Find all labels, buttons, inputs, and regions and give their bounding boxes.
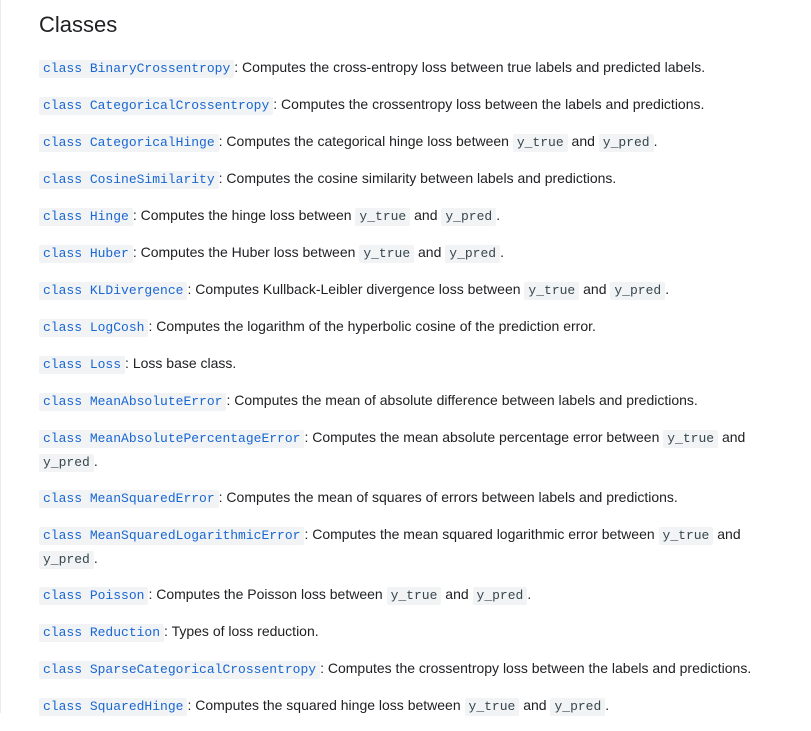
class-entry (39, 278, 777, 302)
period-text: . (605, 697, 610, 713)
class-description: : Computes the mean absolute percentage error between (304, 429, 664, 445)
class-description: : Computes the cosine similarity between labels and predictions. (218, 170, 617, 186)
code-y-true: y_true (387, 587, 442, 605)
class-link[interactable] (39, 171, 219, 189)
class-link[interactable] (39, 134, 219, 152)
class-link[interactable] (39, 698, 187, 716)
class-keyword: class (43, 491, 83, 506)
class-name: Loss (89, 357, 122, 372)
class-keyword: class (43, 588, 83, 603)
class-name: KLDivergence (89, 283, 184, 298)
class-description: : Computes the Poisson loss between (148, 586, 387, 602)
class-link[interactable] (39, 282, 187, 300)
class-description: : Computes the hinge loss between (132, 207, 356, 223)
code-y-pred: y_pred (445, 245, 500, 263)
class-keyword: class (43, 699, 83, 714)
class-link[interactable] (39, 490, 219, 508)
class-description: : Computes the crossentropy loss between the labels and predictions. (320, 660, 752, 676)
class-description: : Computes Kullback-Leibler divergence loss between (187, 281, 525, 297)
class-link[interactable] (39, 245, 133, 263)
class-link[interactable] (39, 319, 148, 337)
period-text: . (496, 207, 501, 223)
class-name: MeanAbsoluteError (89, 394, 223, 409)
class-entry (39, 389, 777, 413)
class-name: LogCosh (89, 320, 145, 335)
conjunction-text: and (414, 244, 446, 260)
period-text: . (653, 133, 658, 149)
class-description: : Computes the Huber loss between (132, 244, 360, 260)
code-y-true: y_true (465, 698, 520, 716)
class-name: SparseCategoricalCrossentropy (89, 662, 317, 677)
class-keyword: class (43, 357, 83, 372)
class-list (39, 56, 777, 731)
conjunction-text: and (718, 429, 746, 445)
class-keyword: class (43, 394, 83, 409)
class-link[interactable] (39, 356, 125, 374)
code-y-pred: y_pred (473, 587, 528, 605)
class-link[interactable] (39, 661, 320, 679)
class-entry (39, 657, 777, 681)
class-entry (39, 56, 777, 80)
class-name: CategoricalHinge (89, 135, 215, 150)
conjunction-text: and (410, 207, 442, 223)
class-name: SquaredHinge (89, 699, 184, 714)
class-keyword: class (43, 625, 83, 640)
class-name: MeanAbsolutePercentageError (89, 431, 301, 446)
class-keyword: class (43, 431, 83, 446)
period-text: . (93, 453, 98, 469)
class-name: Reduction (89, 625, 161, 640)
class-link[interactable] (39, 60, 234, 78)
class-entry (39, 241, 777, 265)
conjunction-text: and (579, 281, 611, 297)
class-entry (39, 352, 777, 376)
class-entry (39, 694, 777, 718)
code-y-true: y_true (513, 134, 568, 152)
code-y-pred: y_pred (610, 282, 665, 300)
code-y-pred: y_pred (550, 698, 605, 716)
code-y-true: y_true (663, 430, 718, 448)
class-description: : Computes the categorical hinge loss between (218, 133, 513, 149)
class-description: : Types of loss reduction. (164, 623, 319, 639)
class-name: MeanSquaredLogarithmicError (89, 528, 301, 543)
class-link[interactable] (39, 587, 148, 605)
class-entry (39, 315, 777, 339)
class-name: BinaryCrossentropy (89, 61, 231, 76)
class-keyword: class (43, 283, 83, 298)
class-name: Poisson (89, 588, 145, 603)
code-y-true: y_true (659, 527, 714, 545)
code-y-pred: y_pred (39, 551, 94, 569)
code-y-pred: y_pred (441, 208, 496, 226)
class-description: : Computes the mean of absolute difference between labels and predictions. (226, 392, 698, 408)
code-y-true: y_true (359, 245, 414, 263)
class-name: Hinge (89, 209, 129, 224)
conjunction-text: and (713, 526, 741, 542)
class-description: : Computes the crossentropy loss between the labels and predictions. (273, 96, 705, 112)
class-keyword: class (43, 320, 83, 335)
class-description: : Computes the cross-entropy loss between true labels and predicted labels. (234, 59, 706, 75)
conjunction-text: and (567, 133, 599, 149)
conjunction-text: and (519, 697, 551, 713)
class-description: : Loss base class. (125, 355, 237, 371)
code-y-pred: y_pred (39, 454, 94, 472)
class-name: CosineSimilarity (89, 172, 215, 187)
class-keyword: class (43, 135, 83, 150)
class-link[interactable] (39, 430, 304, 448)
class-entry (39, 204, 777, 228)
class-entry (39, 620, 777, 644)
class-link[interactable] (39, 393, 226, 411)
class-link[interactable] (39, 208, 133, 226)
class-keyword: class (43, 172, 83, 187)
class-entry (39, 583, 777, 607)
class-name: MeanSquaredError (89, 491, 215, 506)
period-text: . (527, 586, 532, 602)
class-name: Huber (89, 246, 129, 261)
class-entry (39, 523, 777, 571)
class-entry (39, 426, 777, 474)
class-link[interactable] (39, 97, 273, 115)
class-keyword: class (43, 528, 83, 543)
class-entry (39, 93, 777, 117)
class-keyword: class (43, 246, 83, 261)
class-keyword: class (43, 662, 83, 677)
class-keyword: class (43, 61, 83, 76)
class-description: : Computes the mean squared logarithmic error between (304, 526, 659, 542)
class-description: : Computes the squared hinge loss between (187, 697, 465, 713)
class-link[interactable] (39, 624, 164, 642)
class-entry (39, 130, 777, 154)
conjunction-text: and (441, 586, 473, 602)
code-y-true: y_true (355, 208, 410, 226)
section-title: Classes (39, 12, 118, 37)
period-text: . (93, 550, 98, 566)
class-keyword: class (43, 209, 83, 224)
class-description: : Computes the logarithm of the hyperbolic cosine of the prediction error. (148, 318, 596, 334)
class-name: CategoricalCrossentropy (89, 98, 270, 113)
code-y-pred: y_pred (599, 134, 654, 152)
class-entry (39, 486, 777, 510)
class-link[interactable] (39, 527, 304, 545)
class-description: : Computes the mean of squares of errors between labels and predictions. (218, 489, 678, 505)
period-text: . (500, 244, 504, 260)
period-text: . (665, 281, 670, 297)
class-entry (39, 167, 777, 191)
code-y-true: y_true (524, 282, 579, 300)
class-keyword: class (43, 98, 83, 113)
